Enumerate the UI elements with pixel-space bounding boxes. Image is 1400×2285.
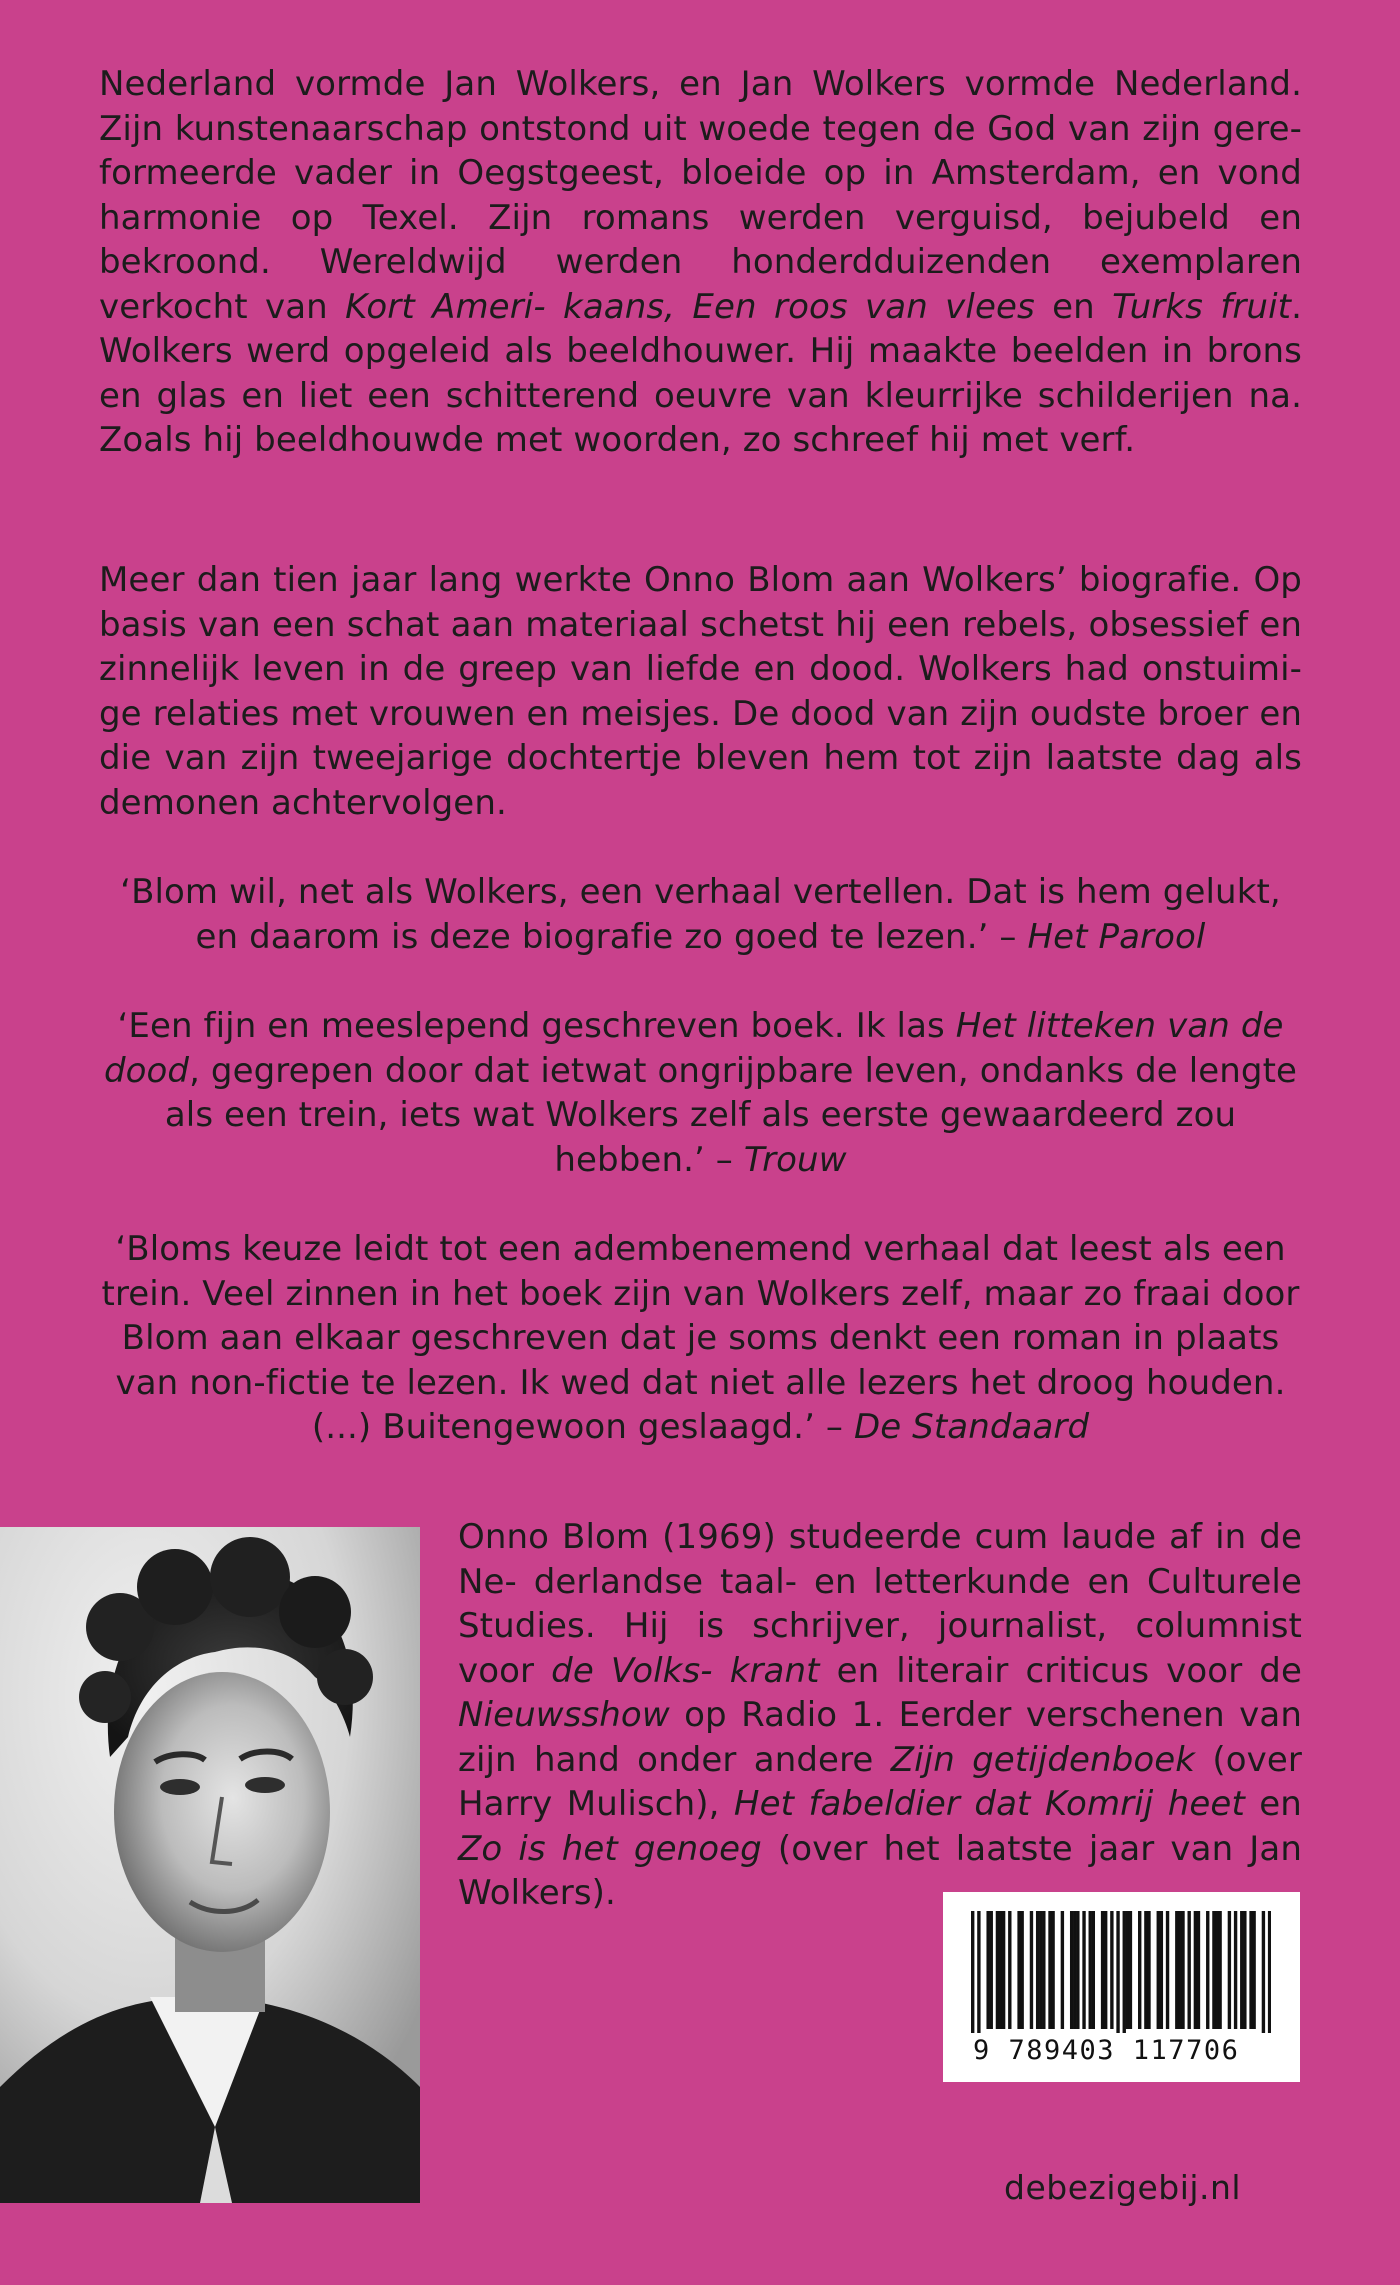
text-line: ge relaties met vrouwen en meisjes. De dood van zijn oudste broer xyxy=(99,693,1249,734)
text-run: en xyxy=(1259,1784,1302,1824)
barcode-bar xyxy=(1002,1911,1005,2029)
barcode-bar xyxy=(1030,1911,1033,2029)
barcode-bar xyxy=(1144,1911,1147,2029)
text-run: houden. (...) Buitengewoon geslaagd.’ – xyxy=(311,1362,1286,1447)
text-line xyxy=(117,1006,1283,1046)
barcode-bar xyxy=(1228,1911,1231,2029)
text-line: door Blom aan elkaar geschreven dat je soms denkt een roman in xyxy=(121,1273,1300,1358)
text-line: lengte als een trein, iets wat Wolkers zelf als eerste gewaardeerd xyxy=(164,1050,1298,1135)
barcode-bar xyxy=(1160,1911,1163,2029)
barcode-bar xyxy=(1110,1911,1113,2029)
quote-source: Trouw xyxy=(743,1139,847,1180)
isbn-number: 9 789403 117706 xyxy=(973,2035,1240,2066)
barcode-bar xyxy=(1268,1911,1271,2033)
text-line: Onno Blom (1969) studeerde cum laude af in de Ne- xyxy=(458,1517,1302,1602)
publisher-website: debezigebij.nl xyxy=(1004,2168,1242,2207)
barcode-bar xyxy=(1073,1911,1076,2029)
text-line: laatste jaar van Jan Wolkers). xyxy=(458,1828,1302,1913)
book-title: Turks fruit xyxy=(1112,286,1292,327)
barcode-bar xyxy=(990,1911,993,2029)
barcode-bar xyxy=(1243,1911,1246,2029)
text-line: trein. Veel zinnen in het boek zijn van Wolkers zelf, maar zo fraai xyxy=(101,1273,1211,1314)
text-run: , gegrepen door dat ietwat ongrijpbare leven, ondanks de xyxy=(189,1050,1178,1091)
author-bio xyxy=(458,1515,1302,1916)
text-run: (over Harry Mulisch), xyxy=(458,1739,1302,1824)
barcode-bar xyxy=(1051,1911,1054,2029)
barcode-bar xyxy=(1039,1911,1042,2029)
portrait-drawing xyxy=(0,1527,420,2203)
barcode-bar xyxy=(1042,1911,1045,2029)
barcode-bar xyxy=(1082,1911,1085,2029)
barcode-bar xyxy=(1249,1911,1252,2029)
text-line: derlandse taal- en letterkunde en Culturele Studies. xyxy=(458,1561,1302,1646)
barcode-bars xyxy=(971,1911,1271,2033)
review-quote-standaard xyxy=(99,1227,1302,1450)
book-title: Kort Ameri- xyxy=(345,286,546,327)
text-run: Hij is schrijver, journalist, columnist voor xyxy=(458,1606,1302,1691)
text-line: Zoals hij beeldhouwde met woorden, zo schreef hij met verf. xyxy=(99,420,1136,460)
text-run: op xyxy=(684,1695,727,1735)
book-title: fabeldier dat Komrij heet xyxy=(808,1784,1245,1824)
barcode-bar xyxy=(971,1911,974,2033)
barcode-bar xyxy=(1076,1911,1079,2029)
book-title: Zijn getijdenboek xyxy=(890,1739,1196,1780)
text-run: werden honderdduizenden exemplaren verkocht van xyxy=(99,242,1302,327)
barcode-bar xyxy=(1092,1911,1095,2029)
text-line: Meer dan tien jaar lang werkte Onno Blom aan Wolkers’ biografie. Op xyxy=(99,560,1302,600)
text-line: Radio 1. Eerder verschenen van zijn hand onder xyxy=(458,1695,1302,1780)
quote-source: De Standaard xyxy=(853,1407,1090,1447)
book-title: Zo is het genoeg xyxy=(458,1828,762,1869)
barcode-bar xyxy=(1206,1911,1209,2029)
barcode-bar xyxy=(1129,1911,1132,2029)
barcode-bar xyxy=(1262,1911,1265,2033)
book-title: dood xyxy=(103,1050,190,1091)
barcode-bar xyxy=(1197,1911,1200,2029)
barcode-bar xyxy=(1166,1911,1169,2029)
barcode-bar xyxy=(1178,1911,1181,2029)
publication-title: de Volks- xyxy=(551,1650,713,1691)
barcode-bar xyxy=(1212,1911,1215,2029)
text-line: en die van zijn tweejarige dochtertje bleven hem tot zijn laatste dag xyxy=(99,693,1302,778)
text-line: formeerde vader in Oegstgeest, bloeide op in Amsterdam, en vond xyxy=(99,153,1302,193)
text-run: en daarom is deze biografie zo goed te lezen.’ – xyxy=(195,916,1017,957)
barcode-bar xyxy=(1138,1911,1141,2029)
book-title: kaans, Een roos van vlees xyxy=(563,286,1035,327)
quote-source: Het Parool xyxy=(1027,916,1206,957)
book-title: Het litteken van de xyxy=(955,1006,1284,1046)
isbn-barcode xyxy=(943,1892,1300,2082)
publication-title: Nieuwsshow xyxy=(458,1695,670,1735)
text-run: (over het xyxy=(777,1828,940,1869)
text-line: plaats van non-fictie te lezen. Ik wed dat niet alle lezers het droog xyxy=(115,1318,1280,1403)
barcode-bar xyxy=(1070,1911,1073,2029)
barcode-bar xyxy=(1252,1911,1255,2029)
blurb-paragraph-1 xyxy=(99,62,1302,463)
barcode-bar xyxy=(977,1911,980,2033)
text-line xyxy=(563,287,1302,327)
text-line: Zijn kunstenaarschap ontstond uit woede tegen de God van zijn gere- xyxy=(99,108,1302,149)
barcode-bar xyxy=(1126,1911,1129,2029)
barcode-bar xyxy=(1123,1911,1126,2033)
text-line: Wolkers werd opgeleid als beeldhouwer. Hij maakte beelden in brons xyxy=(99,331,1302,371)
barcode-bar xyxy=(1240,1911,1243,2029)
text-run: en xyxy=(1052,286,1095,327)
text-line xyxy=(196,917,1206,957)
text-line: basis van een schat aan materiaal schetst hij een rebels, obsessief en xyxy=(99,604,1302,645)
text-line: Zijn romans werden verguisd, bejubeld en bekroond. Wereldwijd xyxy=(99,197,1302,282)
barcode-bar xyxy=(986,1911,989,2029)
book-title: Het xyxy=(733,1784,795,1824)
text-run: . xyxy=(1291,286,1302,327)
barcode-bar xyxy=(1175,1911,1178,2029)
text-run: zou hebben.’ – xyxy=(554,1095,1237,1180)
barcode-bar xyxy=(1234,1911,1237,2029)
barcode-bar xyxy=(999,1911,1002,2029)
barcode-bar xyxy=(1008,1911,1011,2029)
barcode-bar xyxy=(1157,1911,1160,2029)
review-quote-trouw xyxy=(99,1004,1302,1182)
barcode-bar xyxy=(1215,1911,1218,2029)
publication-title: krant xyxy=(729,1650,820,1691)
text-run: ‘Een fijn en meeslepend geschreven boek. Ik las xyxy=(117,1006,945,1046)
barcode-bar xyxy=(1104,1911,1107,2029)
barcode-bar xyxy=(1048,1911,1051,2029)
barcode-bar xyxy=(1089,1911,1092,2029)
barcode-bar xyxy=(1036,1911,1039,2029)
text-line: Nederland vormde Jan Wolkers, en Jan Wolkers vormde Nederland. xyxy=(99,64,1302,104)
text-line: zinnelijk leven in de greep van liefde en dood. Wolkers had onstuimi- xyxy=(99,649,1302,689)
barcode-bar xyxy=(1020,1911,1023,2029)
text-line: harmonie op Texel. xyxy=(99,197,459,238)
text-line: als demonen achtervolgen. xyxy=(99,738,1302,823)
text-run: andere xyxy=(753,1739,874,1780)
blurb-paragraph-2 xyxy=(99,558,1302,825)
barcode-bar xyxy=(1061,1911,1064,2029)
review-quote-parool xyxy=(99,870,1302,959)
text-line xyxy=(104,1051,1178,1091)
barcode-bar xyxy=(1181,1911,1184,2029)
barcode-bar xyxy=(1017,1911,1020,2029)
barcode-bar xyxy=(1187,1911,1190,2029)
text-line: ‘Blom wil, net als Wolkers, een verhaal vertellen. Dat is hem gelukt, xyxy=(120,872,1281,912)
barcode-bar xyxy=(1116,1911,1119,2033)
barcode-bar xyxy=(1218,1911,1221,2029)
barcode-bar xyxy=(1147,1911,1150,2029)
barcode-bar xyxy=(1101,1911,1104,2029)
author-portrait-photo xyxy=(0,1527,420,2203)
text-line: ‘Bloms keuze leidt tot een adembenemend verhaal dat leest als een xyxy=(115,1229,1286,1269)
barcode-bar xyxy=(996,1911,999,2029)
text-line: en glas en liet een schitterend oeuvre van kleurrijke schilderijen na. xyxy=(99,375,1302,416)
text-run: en literair criticus voor de xyxy=(836,1650,1302,1691)
barcode-bar xyxy=(1194,1911,1197,2029)
